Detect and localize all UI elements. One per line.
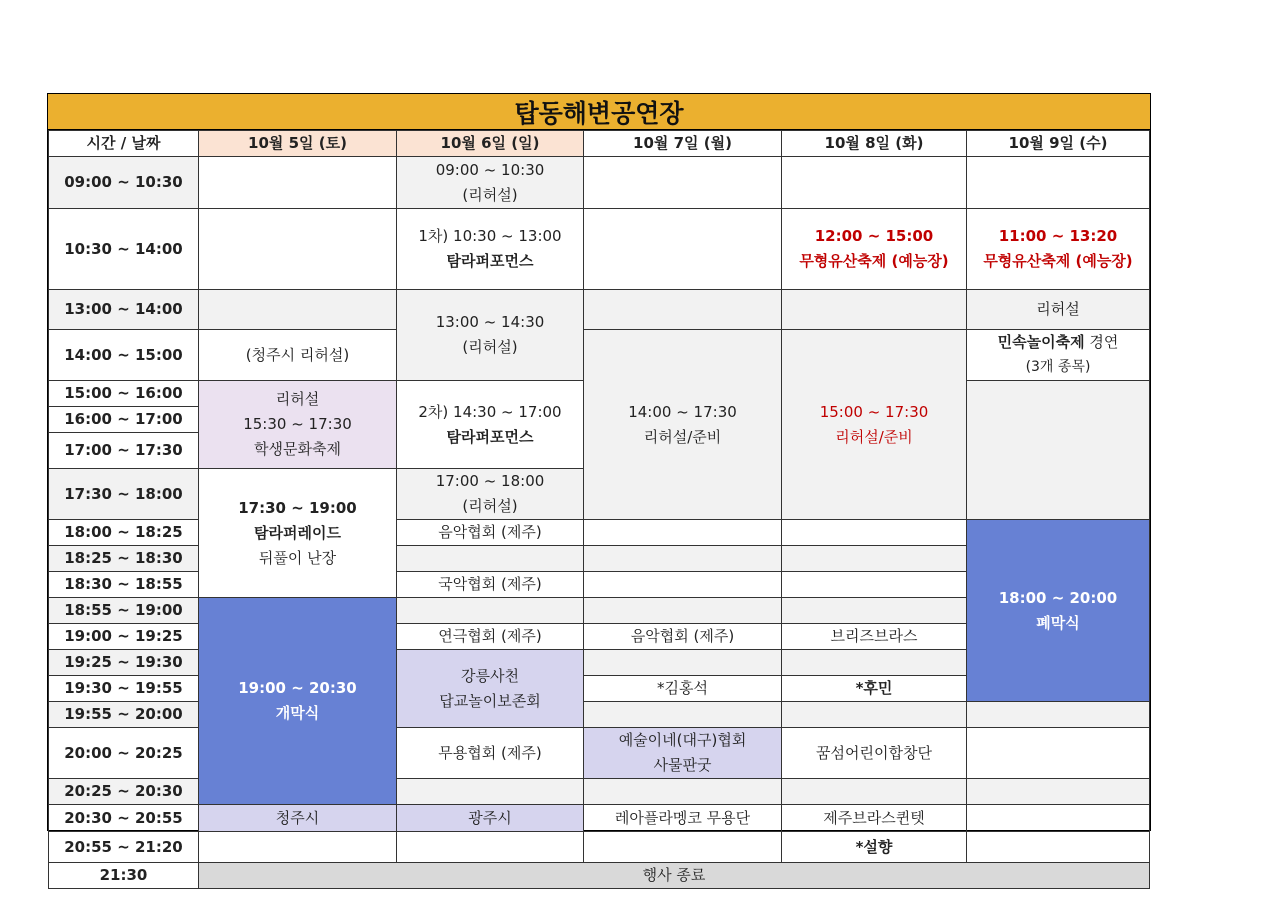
column-header-day: 10월 8일 (화) xyxy=(782,131,967,157)
event-label: 리허설/준비 xyxy=(643,427,722,446)
event-cell: 리허설 xyxy=(967,290,1150,330)
event-label: (리허설) xyxy=(462,497,518,515)
empty-cell xyxy=(584,598,782,624)
event-cell xyxy=(397,650,584,728)
event-cell xyxy=(782,209,967,290)
empty-cell xyxy=(967,728,1150,779)
event-time: 15:00 ~ 17:30 xyxy=(819,402,929,421)
event-label: 사물판굿 xyxy=(653,756,712,774)
column-header-day: 10월 9일 (수) xyxy=(967,131,1150,157)
empty-cell xyxy=(782,520,967,546)
empty-cell xyxy=(782,572,967,598)
empty-cell xyxy=(397,832,584,863)
time-cell: 19:25 ~ 19:30 xyxy=(49,650,199,676)
event-cell xyxy=(967,520,1150,702)
column-header-time: 시간 / 날짜 xyxy=(49,131,199,157)
event-label-suffix: 경연 xyxy=(1084,333,1119,351)
empty-cell xyxy=(967,805,1150,832)
column-header-day: 10월 5일 (토) xyxy=(199,131,397,157)
time-cell: 20:30 ~ 20:55 xyxy=(49,805,199,832)
empty-cell xyxy=(782,650,967,676)
event-cell xyxy=(199,598,397,805)
table-row xyxy=(49,863,1150,889)
event-label: 예술이네(대구)협회 xyxy=(618,731,747,749)
event-time: 19:00 ~ 20:30 xyxy=(238,679,357,697)
event-label: 폐막식 xyxy=(1036,613,1080,632)
event-time: 18:00 ~ 20:00 xyxy=(998,588,1118,607)
time-cell: 20:55 ~ 21:20 xyxy=(49,832,199,863)
time-cell: 15:00 ~ 16:00 xyxy=(49,381,199,407)
table-row xyxy=(49,157,1150,209)
time-cell: 19:55 ~ 20:00 xyxy=(49,702,199,728)
event-label: 탐라퍼포먼스 xyxy=(446,427,534,446)
event-cell: 꿈섬어린이합창단 xyxy=(782,728,967,779)
empty-cell xyxy=(967,157,1150,209)
event-time: 17:30 ~ 19:00 xyxy=(238,498,357,517)
empty-cell xyxy=(782,290,967,330)
event-cell: 연극협회 (제주) xyxy=(397,624,584,650)
event-label: 학생문화축제 xyxy=(254,440,341,458)
event-cell xyxy=(584,728,782,779)
event-sub: 뒤풀이 난장 xyxy=(258,548,337,567)
event-time: 2차) 14:30 ~ 17:00 xyxy=(418,402,562,421)
event-time: 12:00 ~ 15:00 xyxy=(814,227,934,245)
table-row xyxy=(49,832,1150,863)
event-label: (리허설) xyxy=(462,338,518,356)
event-label: (리허설) xyxy=(462,185,518,204)
time-cell: 16:00 ~ 17:00 xyxy=(49,407,199,433)
time-cell: 20:00 ~ 20:25 xyxy=(49,728,199,779)
empty-cell xyxy=(584,779,782,805)
time-cell: 17:00 ~ 17:30 xyxy=(49,433,199,469)
table-row xyxy=(49,290,1150,330)
empty-cell xyxy=(584,209,782,290)
event-cell: 음악협회 (제주) xyxy=(397,520,584,546)
event-cell: 레아플라멩코 무용단 xyxy=(584,805,782,832)
event-cell xyxy=(397,157,584,209)
event-end-cell: 행사 종료 xyxy=(199,863,1150,889)
empty-cell xyxy=(782,702,967,728)
event-cell xyxy=(397,469,584,520)
event-time: 1차) 10:30 ~ 13:00 xyxy=(418,227,562,245)
event-label: 개막식 xyxy=(275,704,320,722)
schedule-table xyxy=(48,130,1150,889)
empty-cell xyxy=(584,520,782,546)
event-label: 답교놀이보존회 xyxy=(439,691,541,710)
event-label: 무형유산축제 (예능장) xyxy=(983,252,1133,270)
empty-cell xyxy=(397,779,584,805)
event-label: 탐라퍼레이드 xyxy=(254,523,341,542)
time-cell: 18:55 ~ 19:00 xyxy=(49,598,199,624)
time-cell: 17:30 ~ 18:00 xyxy=(49,469,199,520)
event-cell: 광주시 xyxy=(397,805,584,832)
empty-cell xyxy=(782,157,967,209)
time-cell: 13:00 ~ 14:00 xyxy=(49,290,199,330)
event-label: 리허설 xyxy=(275,390,320,408)
time-cell: 21:30 xyxy=(49,863,199,889)
empty-cell xyxy=(584,650,782,676)
event-label: 리허설/준비 xyxy=(835,427,913,446)
empty-cell xyxy=(397,598,584,624)
event-cell: 청주시 xyxy=(199,805,397,832)
event-time: 13:00 ~ 14:30 xyxy=(435,313,545,331)
time-cell: 10:30 ~ 14:00 xyxy=(49,209,199,290)
empty-cell xyxy=(584,546,782,572)
empty-cell xyxy=(967,832,1150,863)
event-cell: 무용협회 (제주) xyxy=(397,728,584,779)
empty-cell xyxy=(584,290,782,330)
event-cell: 음악협회 (제주) xyxy=(584,624,782,650)
time-cell: 14:00 ~ 15:00 xyxy=(49,330,199,381)
empty-cell xyxy=(199,157,397,209)
event-cell: *후민 xyxy=(782,676,967,702)
event-time: 15:30 ~ 17:30 xyxy=(243,415,352,433)
event-time: 11:00 ~ 13:20 xyxy=(998,227,1118,245)
event-time: 09:00 ~ 10:30 xyxy=(435,160,545,179)
table-row xyxy=(49,805,1150,832)
schedule-sheet xyxy=(47,93,1151,884)
event-cell xyxy=(584,330,782,520)
event-time: 14:00 ~ 17:30 xyxy=(628,402,737,421)
event-label: 탐라퍼포먼스 xyxy=(446,252,534,270)
empty-cell xyxy=(584,572,782,598)
table-row xyxy=(49,330,1150,381)
time-cell: 19:00 ~ 19:25 xyxy=(49,624,199,650)
event-cell xyxy=(397,209,584,290)
empty-cell xyxy=(199,832,397,863)
event-cell xyxy=(397,381,584,469)
event-cell: 브리즈브라스 xyxy=(782,624,967,650)
event-cell xyxy=(782,330,967,520)
table-row xyxy=(49,209,1150,290)
empty-cell xyxy=(967,779,1150,805)
event-cell: 제주브라스퀸텟 xyxy=(782,805,967,832)
event-cell xyxy=(199,469,397,598)
empty-cell xyxy=(397,546,584,572)
time-cell: 19:30 ~ 19:55 xyxy=(49,676,199,702)
time-cell: 18:30 ~ 18:55 xyxy=(49,572,199,598)
empty-cell xyxy=(584,832,782,863)
column-header-day: 10월 6일 (일) xyxy=(397,131,584,157)
event-sub: (3개 종목) xyxy=(1025,359,1091,375)
event-cell xyxy=(397,290,584,381)
event-cell xyxy=(967,209,1150,290)
event-time: 17:00 ~ 18:00 xyxy=(435,472,545,490)
empty-cell xyxy=(782,779,967,805)
time-cell: 20:25 ~ 20:30 xyxy=(49,779,199,805)
event-cell xyxy=(199,381,397,469)
empty-cell xyxy=(584,157,782,209)
event-label: 무형유산축제 (예능장) xyxy=(799,252,949,270)
event-cell: *김홍석 xyxy=(584,676,782,702)
event-label: 민속놀이축제 xyxy=(997,333,1085,351)
time-cell: 09:00 ~ 10:30 xyxy=(49,157,199,209)
event-cell: 국악협회 (제주) xyxy=(397,572,584,598)
time-cell: 18:25 ~ 18:30 xyxy=(49,546,199,572)
event-cell: *설향 xyxy=(782,832,967,863)
empty-cell xyxy=(199,290,397,330)
column-header-day: 10월 7일 (월) xyxy=(584,131,782,157)
event-cell: (청주시 리허설) xyxy=(199,330,397,381)
event-cell xyxy=(967,330,1150,381)
empty-cell xyxy=(967,702,1150,728)
table-header-row xyxy=(49,131,1150,157)
empty-cell xyxy=(199,209,397,290)
page-title: 탑동해변공연장 xyxy=(48,94,1150,130)
time-cell: 18:00 ~ 18:25 xyxy=(49,520,199,546)
empty-cell xyxy=(967,381,1150,520)
empty-cell xyxy=(782,598,967,624)
empty-cell xyxy=(782,546,967,572)
empty-cell xyxy=(584,702,782,728)
event-label: 강릉사천 xyxy=(461,666,519,685)
